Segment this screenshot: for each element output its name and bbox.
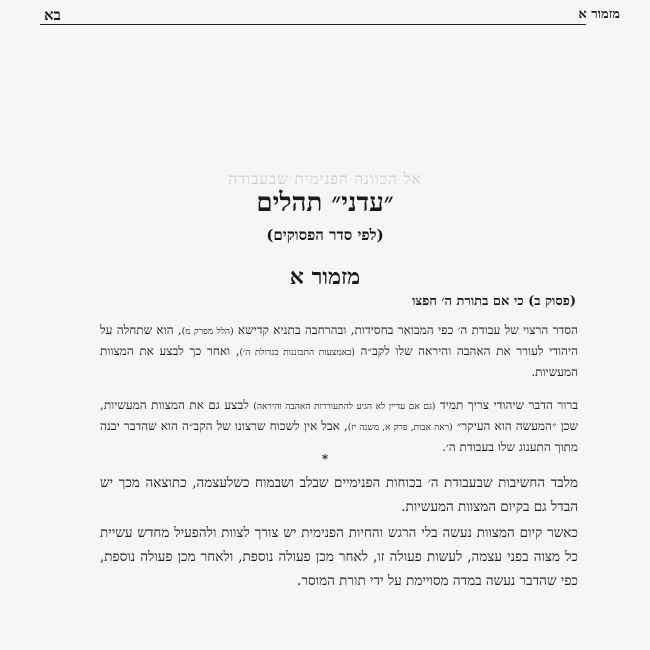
paragraph-2-text-b: לבצע גם את המצוות המעשיות, שכן ״המעשה הוא העיקר״	[100, 398, 578, 433]
section-title: מזמור א	[289, 264, 361, 290]
paragraph-1-text-c: , ואחר כך לבצע את המצוות המעשיות.	[100, 344, 578, 379]
book-title: ״עדני״ תהלים	[256, 188, 394, 218]
paragraph-3: מלבד החשיבות שבעבודת ה׳ בכוחות הפנימיים שבלב ושבמוח כשלעצמה, כתוצאה מכך יש הבדל גם בקיום המצוות המעשיות.	[100, 475, 578, 515]
paragraph-1	[100, 321, 578, 382]
paragraph-2-ref-1: (גם אם עדיין לא הגיע להתעוררות האהבה והיראה)	[253, 402, 436, 412]
paragraph-2-text-a: ברור הדבר שיהודי צריך תמיד	[435, 398, 578, 412]
paragraph-1-ref-1: (הלל מפרק מ)	[181, 327, 234, 337]
verse-heading: (פסוק ב) כי אם בתורת ה׳ חפצו	[412, 294, 576, 309]
paragraph-1-ref-2: (באמצעות התבוננות בגדולת ה׳)	[239, 348, 355, 358]
header-rule	[40, 24, 586, 25]
paragraph-2-ref-2: (ראה אבות, פרק א, משנה יז)	[347, 423, 453, 433]
section-divider-star: *	[321, 452, 329, 466]
paragraph-4: כאשר קיום המצוות נעשה בלי הרגש והחיות הפנימית יש צורך לצוות ולהפעיל מחדש עשיית כל מצוה בפני עצמה, לעשות פעולה זו, לאחר מכן פעולה נוספת, ולאחר מכן פעולה נוספת, כפי שהדבר נעשה במדה מסויימת על ידי תורת המוסר.	[100, 525, 578, 589]
page-number: בא	[44, 6, 61, 24]
bleed-through-text: אל הכוונה הפנימית שבעבודה	[228, 170, 422, 188]
paragraph-1-text-a: הסדר הרצוי של עבודת ה׳ כפי המבואר בחסידות, ובהרחבה בתניא קדישא	[233, 323, 578, 337]
book-subtitle: (לפי סדר הפסוקים)	[266, 226, 384, 244]
running-title: מזמור א	[578, 7, 620, 22]
paragraph-2-text-c: , אבל אין לשכוח שרצונו של הקב״ה הוא שהדבר יבנה מתוך התענוג שלו בעבודת ה׳.	[100, 419, 578, 454]
paragraph-2	[100, 396, 578, 457]
paragraph-1-text-b: , הוא שתחלה על היהודי לעורר את האהבה והיראה שלו לקב״ה	[100, 323, 579, 358]
